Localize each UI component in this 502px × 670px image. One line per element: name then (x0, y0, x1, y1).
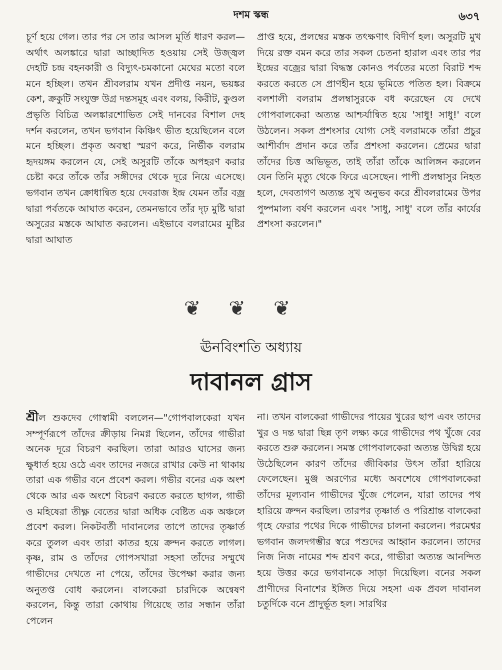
section-ornament (0, 296, 502, 320)
paragraph (26, 410, 245, 629)
paragraph: চূর্ণ হয়ে গেল। তার পর সে তার আসল মূর্তি ধারণ করল—অর্থাৎ অলঙ্কারে দ্বারা আচ্ছাদিত হওয়ায় সেই উজ্জ্বল দেহটি চন্দ্র বহনকারী ও বিদ্যুৎ-চমকানো মেঘের মতো বলে মনে হচ্ছিল। তখন শ্রীবলরাম যখন প্রদীপ্ত নয়ন, ভয়ঙ্কর কেশ, ক্রকুটি সংযুক্ত উগ্র দন্তসমূহ এবং বলয়, কিরীট, কুণ্ডল প্রভৃতি বিচিত্র অলঙ্কারশোভিত সেই দানবের বিশাল দেহ দর্শন করলেন, তখন ভগবান কিঞ্চিৎ ভীত হয়েছিলেন বলে মনে হচ্ছিল। প্রকৃত অবস্থা স্মরণ করে, নির্ভীক বলরাম হৃদয়ঙ্গম করলেন যে, সেই অসুরটি তাঁকে অপহরণ করার চেষ্টা করে তাঁকে তাঁর সঙ্গীদের থেকে দূরে নিয়ে এসেছে। ভগবান তখন ক্রোধান্বিত হয়ে দেবরাজ ইন্দ্র যেমন তাঁর বজ্র দ্বারা পর্বতকে আঘাত করেন, তেমনভাবে তাঁর দৃঢ় মুষ্টি দ্বারা অসুরের মস্তকে আঘাত করলেন। এইভাবে বলরামের মুষ্টির দ্বারা আঘাত (26, 32, 245, 246)
flower-ornament-icon: ❦ (273, 296, 319, 320)
flower-ornament-icon: ❦ (183, 296, 229, 320)
bottom-right-column (257, 410, 481, 670)
paragraph: প্রাপ্ত হয়ে, প্রলম্বের মস্তক তৎক্ষণাৎ বিদীর্ণ হল। অসুরটি মুখ দিয়ে রক্ত বমন করে তার সকল চেতনা হারাল এবং তার পর ইন্দ্রের বজ্রের দ্বারা বিদ্ধস্ত কোনও পর্বতের মতো বিরাট শব্দ করতে করতে সে প্রাণহীন হয়ে ভূমিতে পতিত হল। বিক্রমে বলশালী বলরাম প্রলম্বাসুরকে বধ করেছেন যে দেখে গোপবালকেরা অত্যন্ত আশ্চর্যান্বিত হয়ে 'সাধু! সাধু!' বলে উঠলেন। সকল প্রশংসার যোগ্য সেই বলরামকে তাঁরা প্রচুর আশীর্বাদ প্রদান করে তাঁর প্রশংসা করলেন। প্রেমের দ্বারা তাঁদের চিত্ত অভিভূত, তাই তাঁরা তাঁকে আলিঙ্গন করলেন যেন তিনি মৃত্যু থেকে ফিরে এসেছেন। পাপী প্রলম্বাসুর নিহত হলে, দেবতাগণ অত্যন্ত সুখ অনুভব করে শ্রীবলরামের উপর পুষ্পমাল্য বর্ষণ করলেন এবং 'সাধু, সাধু' বলে তাঁর কার্যের প্রশংসা করলেন।" (257, 32, 481, 231)
running-title: দশম স্কন্ধ (233, 10, 269, 21)
top-right-column (257, 30, 481, 290)
chapter-number: ঊনবিংশতি অধ্যায় (200, 340, 302, 356)
top-left-column (26, 30, 245, 290)
flower-ornament-icon: ❦ (228, 296, 274, 320)
chapter-title: দাবানল গ্রাস (190, 367, 312, 396)
page-header (0, 6, 502, 26)
drop-cap: শ্রী (26, 410, 39, 424)
page-number: ৬৩৭ (458, 10, 480, 23)
paragraph-text: ল শুকদেব গোস্বামী বললেন—"গোপবালকেরা যখন সম্পূর্ণরূপে তাঁদের ক্রীড়ায় নিমগ্ন ছিলেন, তাঁদের গাভীরা অনেক দূরে বিচরণ করছিল। তারা আরও ঘাসের জন্য ক্ষুধার্ত হয়ে ওঠে এবং তাদের নজরে রাখার কেউ না থাকায় তারা এক গভীর বনে প্রবেশ করল। গভীর বনের এক অংশ থেকে আর এক অংশে বিচরণ করতে করতে ছাগল, গাভী ও মহিষেরা তীক্ষ্ণ বেতের দ্বারা অধিক বেষ্টিত এক অঞ্চলে প্রবেশ করল। নিকটবর্তী দাবানলের তাপে তাদের তৃষ্ণার্ত করে তুলল এবং তারা কাতর হয়ে ক্রন্দন করতে লাগল। কৃষ্ণ, রাম ও তাঁদের গোপসখারা সহসা তাঁদের সম্মুখে গাভীদের দেখতে না পেয়ে, তাঁদের উপেক্ষা করার জন্য অনুতপ্ত বোধ করলেন। বালকেরা চারদিকে অন্বেষণ করলেন, কিন্তু তারা কোথায় গিয়েছে তার সন্ধান তাঁরা পেলেন (26, 413, 245, 627)
bottom-left-column (26, 410, 245, 670)
paragraph: না। তখন বালকেরা গাভীদের পায়ের খুরের ছাপ এবং তাদের খুর ও দন্ত দ্বারা ছিন্ন তৃণ লক্ষ্য করে গাভীদের পথ খুঁজে বের করতে শুরু করলেন। সমস্ত গোপবালকেরা অত্যন্ত উদ্বিগ্ন হয়ে উঠেছিলেন কারণ তাঁদের জীবিকার উৎস তাঁরা হারিয়ে ফেলেছেন। মুঞ্জ অরণ্যের মধ্যে অবশেষে গোপবালকেরা তাঁদের মূল্যবান গাভীদের খুঁজে পেলেন, যারা তাদের পথ হারিয়ে ক্রন্দন করছিল। তারপর তৃষ্ণার্ত ও পরিশ্রান্ত বালকেরা গৃহে ফেরার পথের দিকে গাভীদের চালনা করলেন। পরমেশ্বর ভগবান জলদগম্ভীর স্বরে পশুদের আহ্বান করলেন। তাদের নিজ নিজ নামের শব্দ শ্রবণ করে, গাভীরা অত্যন্ত আনন্দিত হয়ে উত্তর করে ভগবানকে সাড়া দিয়েছিল। বনের সকল প্রাণীদের বিনাশের ইঙ্গিত দিয়ে সহসা এক প্রবল দাবানল চতুর্দিকে বনে প্রাদুর্ভূত হল। সারথির (257, 412, 481, 611)
